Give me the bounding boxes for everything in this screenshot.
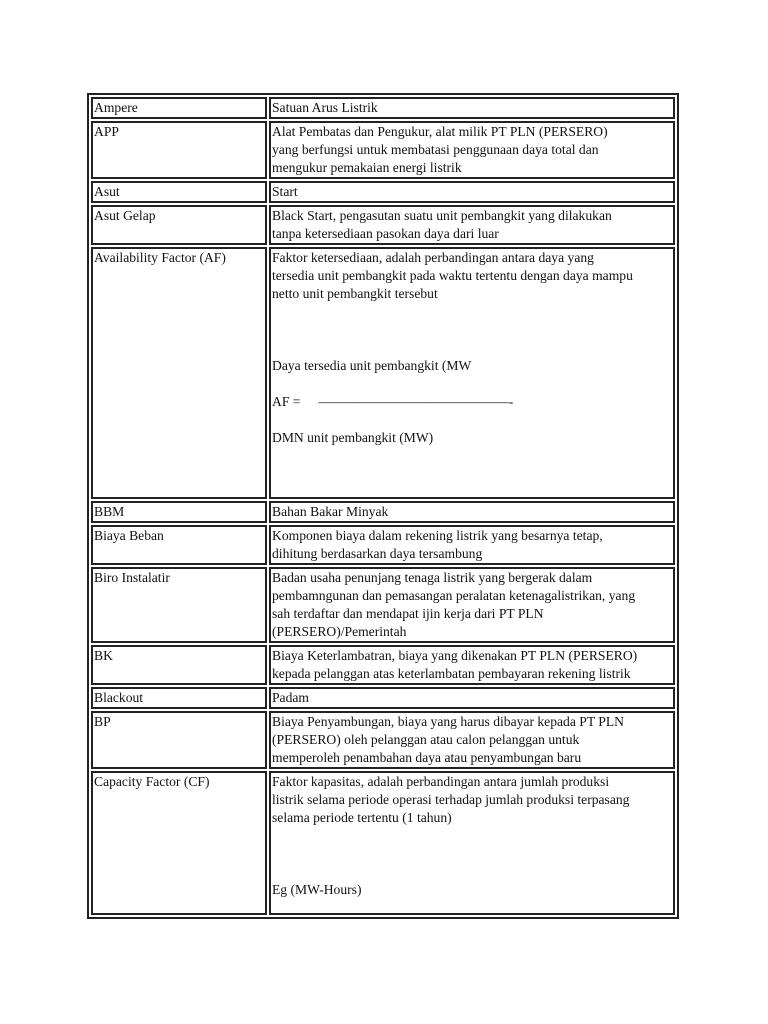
definition-cell bbox=[269, 567, 675, 643]
definition-cell bbox=[269, 711, 675, 769]
cf-formula bbox=[272, 827, 672, 899]
definition-cell bbox=[269, 687, 675, 709]
term-text: Availability Factor (AF) bbox=[94, 250, 226, 265]
term-cell bbox=[91, 567, 267, 643]
table-row bbox=[91, 121, 675, 179]
table-row bbox=[91, 501, 675, 523]
term-cell bbox=[91, 525, 267, 565]
term-cell bbox=[91, 121, 267, 179]
term-text: Ampere bbox=[94, 100, 138, 115]
definition-line: Bahan Bakar Minyak bbox=[272, 504, 389, 519]
term-text: Asut Gelap bbox=[94, 208, 156, 223]
table-row bbox=[91, 97, 675, 119]
term-cell bbox=[91, 687, 267, 709]
table-row bbox=[91, 771, 675, 915]
definition-cell bbox=[269, 121, 675, 179]
formula-numerator: Eg (MW-Hours) bbox=[272, 882, 362, 897]
definition-cell bbox=[269, 771, 675, 915]
definition-cell bbox=[269, 205, 675, 245]
definition-line: memperoleh penambahan daya atau penyambungan baru bbox=[272, 750, 582, 765]
af-formula bbox=[272, 303, 672, 447]
table-row bbox=[91, 205, 675, 245]
definition-cell bbox=[269, 181, 675, 203]
formula-lhs: AF = bbox=[272, 394, 301, 409]
table-row bbox=[91, 645, 675, 685]
glossary-table bbox=[87, 93, 679, 919]
definition-line: Alat Pembatas dan Pengukur, alat milik PT PLN (PERSERO) bbox=[272, 124, 608, 139]
definition-cell bbox=[269, 247, 675, 499]
definition-line: selama periode tertentu (1 tahun) bbox=[272, 810, 452, 825]
term-cell bbox=[91, 771, 267, 915]
term-cell bbox=[91, 97, 267, 119]
definition-line: Start bbox=[272, 184, 298, 199]
definition-line: Biaya Penyambungan, biaya yang harus dibayar kepada PT PLN bbox=[272, 714, 624, 729]
definition-line: Padam bbox=[272, 690, 309, 705]
formula-fraction-line bbox=[272, 393, 672, 411]
term-cell bbox=[91, 247, 267, 499]
definition-line: yang berfungsi untuk membatasi penggunaan daya total dan bbox=[272, 142, 599, 157]
term-cell bbox=[91, 181, 267, 203]
term-text: Capacity Factor (CF) bbox=[94, 774, 210, 789]
definition-line: Biaya Keterlambatran, biaya yang dikenakan PT PLN (PERSERO) bbox=[272, 648, 638, 663]
definition-line: Faktor ketersediaan, adalah perbandingan antara daya yang bbox=[272, 250, 594, 265]
term-cell bbox=[91, 205, 267, 245]
definition-line: (PERSERO) oleh pelanggan atau calon pelanggan untuk bbox=[272, 732, 580, 747]
term-cell bbox=[91, 501, 267, 523]
term-cell bbox=[91, 711, 267, 769]
glossary-body bbox=[91, 97, 675, 915]
definition-cell bbox=[269, 501, 675, 523]
table-row bbox=[91, 687, 675, 709]
term-text: APP bbox=[94, 124, 119, 139]
definition-line: kepada pelanggan atas keterlambatan pembayaran rekening listrik bbox=[272, 666, 631, 681]
term-cell bbox=[91, 645, 267, 685]
formula-denominator: DMN unit pembangkit (MW) bbox=[272, 430, 434, 445]
term-text: Asut bbox=[94, 184, 120, 199]
definition-line: dihitung berdasarkan daya tersambung bbox=[272, 546, 483, 561]
definition-cell bbox=[269, 97, 675, 119]
definition-line: tersedia unit pembangkit pada waktu tertentu dengan daya mampu bbox=[272, 268, 633, 283]
definition-line: tanpa ketersediaan pasokan daya dari luar bbox=[272, 226, 499, 241]
formula-numerator: Daya tersedia unit pembangkit (MW bbox=[272, 358, 472, 373]
definition-cell bbox=[269, 645, 675, 685]
definition-line: netto unit pembangkit tersebut bbox=[272, 286, 438, 301]
definition-line: pembamngunan dan pemasangan peralatan ketenagalistrikan, yang bbox=[272, 588, 636, 603]
table-row bbox=[91, 525, 675, 565]
definition-line: mengukur pemakaian energi listrik bbox=[272, 160, 462, 175]
table-row bbox=[91, 711, 675, 769]
term-text: Biro Instalatir bbox=[94, 570, 170, 585]
term-text: Blackout bbox=[94, 690, 144, 705]
definition-line: Satuan Arus Listrik bbox=[272, 100, 378, 115]
definition-line: Komponen biaya dalam rekening listrik yang besarnya tetap, bbox=[272, 528, 603, 543]
definition-line: Faktor kapasitas, adalah perbandingan antara jumlah produksi bbox=[272, 774, 610, 789]
definition-line: sah terdaftar dan mendapat ijin kerja dari PT PLN bbox=[272, 606, 544, 621]
term-text: BK bbox=[94, 648, 113, 663]
table-row bbox=[91, 567, 675, 643]
table-row bbox=[91, 247, 675, 499]
definition-line: Badan usaha penunjang tenaga listrik yang bergerak dalam bbox=[272, 570, 593, 585]
term-text: BBM bbox=[94, 504, 125, 519]
table-row bbox=[91, 181, 675, 203]
formula-bar: ——————————————- bbox=[318, 394, 514, 409]
definition-line: (PERSERO)/Pemerintah bbox=[272, 624, 407, 639]
term-text: BP bbox=[94, 714, 111, 729]
definition-line: listrik selama periode operasi terhadap jumlah produksi terpasang bbox=[272, 792, 630, 807]
term-text: Biaya Beban bbox=[94, 528, 164, 543]
definition-line: Black Start, pengasutan suatu unit pembangkit yang dilakukan bbox=[272, 208, 612, 223]
definition-cell bbox=[269, 525, 675, 565]
